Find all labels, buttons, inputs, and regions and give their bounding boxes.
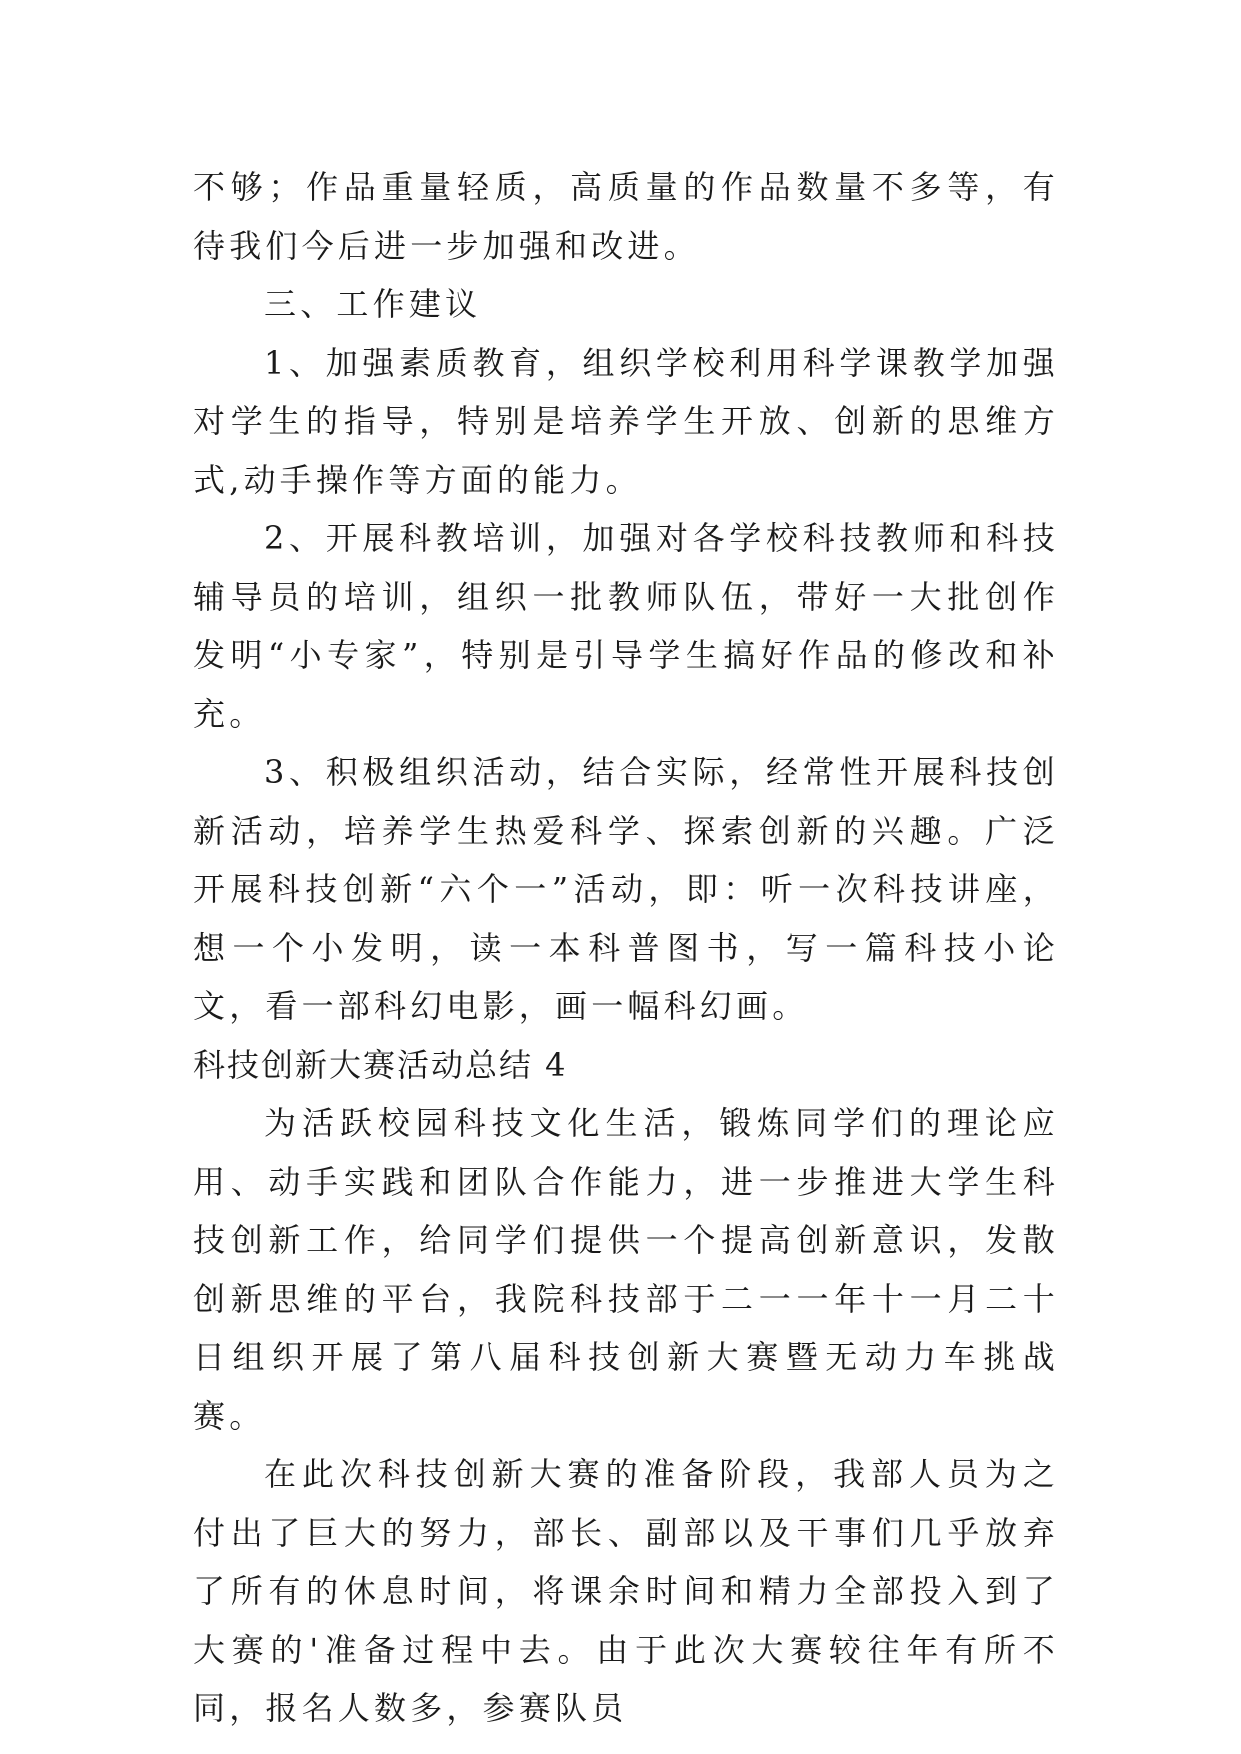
- document-body: [193, 158, 1059, 1738]
- section-title: 科技创新大赛活动总结 4: [193, 1045, 568, 1084]
- suggestion-item-2: 2、开展科教培训，加强对各学校科技教师和科技辅导员的培训，组织一批教师队伍，带好一大批创作发明“小专家”，特别是引导学生搞好作品的修改和补充。: [193, 519, 1059, 733]
- suggestion-item-3: 3、积极组织活动，结合实际，经常性开展科技创新活动，培养学生热爱科学、探索创新的兴趣。广泛开展科技创新“六个一”活动，即：听一次科技讲座，想一个小发明，读一本科普图书，写一篇科技小论文，看一部科幻电影，画一幅科幻画。: [193, 753, 1059, 1025]
- suggestion-item-1: 1、加强素质教育，组织学校利用科学课教学加强对学生的指导，特别是培养学生开放、创新的思维方式,动手操作等方面的能力。: [193, 343, 1059, 499]
- section-paragraph-2: 在此次科技创新大赛的准备阶段，我部人员为之付出了巨大的努力，部长、副部以及干事们几乎放弃了所有的休息时间，将课余时间和精力全部投入到了大赛的'准备过程中去。由于此次大赛较往年有所不同，报名人数多，参赛队员: [193, 1455, 1059, 1727]
- section-paragraph-1: 为活跃校园科技文化生活，锻炼同学们的理论应用、动手实践和团队合作能力，进一步推进大学生科技创新工作，给同学们提供一个提高创新意识，发散创新思维的平台，我院科技部于二一一年十一月二十日组织开展了第八届科技创新大赛暨无动力车挑战赛。: [193, 1104, 1059, 1435]
- paragraph-continuation: 不够；作品重量轻质，高质量的作品数量不多等，有待我们今后进一步加强和改进。: [193, 168, 1059, 265]
- section-heading-work-suggestions: 三、工作建议: [264, 285, 482, 323]
